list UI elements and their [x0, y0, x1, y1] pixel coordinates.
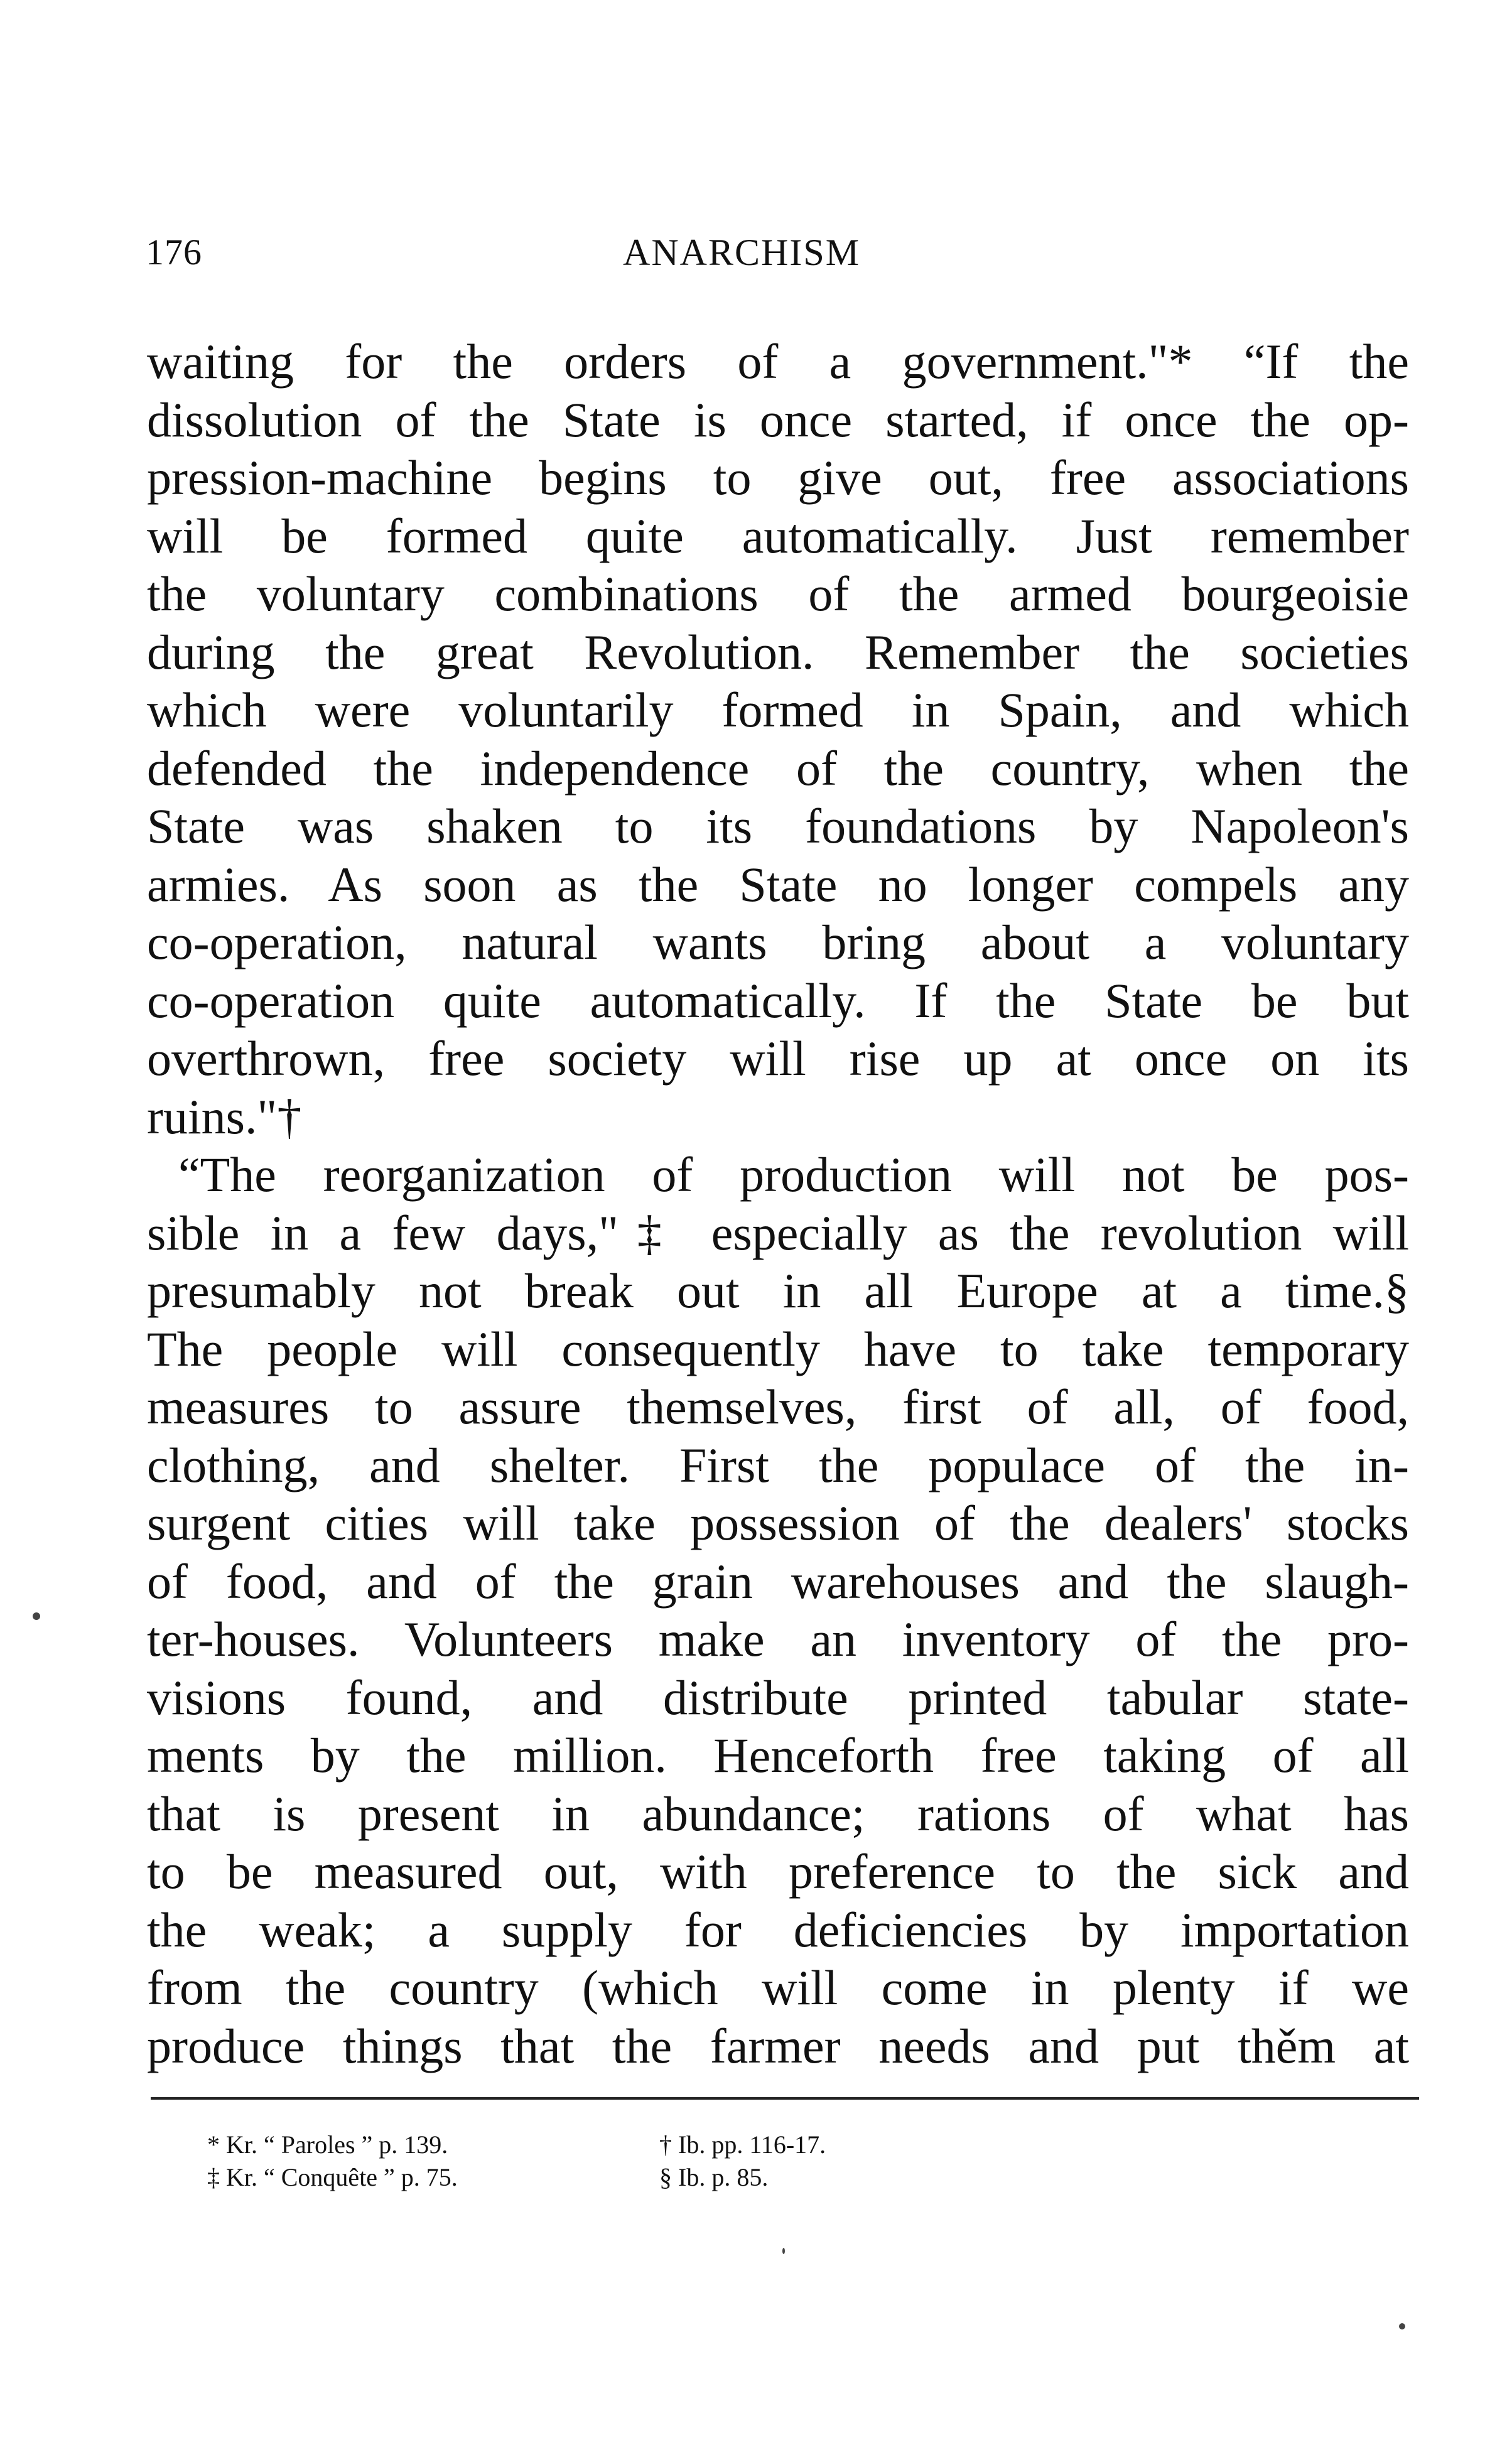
text-line: State was shaken to its foundations by Napoleon's [147, 799, 1409, 853]
page-header [146, 231, 1395, 288]
text-line: ments by the million. Henceforth free taking of all [147, 1728, 1409, 1783]
text-line: produce things that the farmer needs and put thěm at [147, 2018, 1409, 2073]
text-line: of food, and of the grain warehouses and the slaugh- [147, 1553, 1409, 1609]
text-line: which were voluntarily formed in Spain, and which [147, 683, 1409, 737]
text-line: that is present in abundance; rations of what has [147, 1786, 1409, 1841]
scan-speck [782, 2248, 785, 2254]
scan-speck [33, 1612, 40, 1620]
text-line: co-operation, natural wants bring about a voluntary [147, 915, 1409, 969]
text-line: The people will consequently have to take temporary [147, 1321, 1409, 1376]
footnote-row [207, 2161, 1149, 2194]
text-line: during the great Revolution. Remember the societies [147, 624, 1409, 679]
text-line: “The reorganization of production will not be pos- [178, 1147, 1409, 1202]
text-line: defended the independence of the country, when the [147, 740, 1409, 796]
text-line: overthrown, free society will rise up at once on its [147, 1031, 1409, 1086]
scan-speck [1399, 2323, 1405, 2329]
footnote: * Kr. “ Paroles ” p. 139. [207, 2130, 448, 2159]
text-line: ruins."† [147, 1089, 302, 1144]
text-line: surgent cities will take possession of the dealers' stocks [147, 1496, 1409, 1550]
text-line: clothing, and shelter. First the populace of the in- [147, 1437, 1409, 1492]
text-line: sible in a few days,"‡ especially as the revolution will [147, 1205, 1409, 1260]
body-text [147, 333, 1409, 2075]
footnote: † Ib. pp. 116-17. [659, 2130, 826, 2159]
page-number: 176 [146, 232, 202, 273]
text-line: ter-houses. Volunteers make an inventory of the pro- [147, 1612, 1409, 1666]
text-line: visions found, and distribute printed tabular state- [147, 1670, 1409, 1725]
running-head: ANARCHISM [623, 232, 861, 273]
footnote: § Ib. p. 85. [659, 2163, 769, 2191]
text-line: co-operation quite automatically. If the State be but [147, 973, 1409, 1028]
footnote-divider [151, 2097, 1419, 2100]
text-line: waiting for the orders of a government."* “If the [147, 334, 1409, 389]
text-line: pression-machine begins to give out, free associations [147, 450, 1409, 505]
text-line: from the country (which will come in plenty if we [147, 1960, 1409, 2015]
text-line: presumably not break out in all Europe at a time.§ [147, 1263, 1409, 1318]
footnote-row [207, 2129, 1149, 2161]
text-line: the weak; a supply for deficiencies by importation [147, 1902, 1409, 1957]
footnote: ‡ Kr. “ Conquête ” p. 75. [207, 2163, 458, 2191]
text-line: armies. As soon as the State no longer compels any [147, 856, 1409, 912]
text-line: the voluntary combinations of the armed bourgeoisie [147, 566, 1409, 621]
text-line: dissolution of the State is once started, if once the op- [147, 392, 1409, 447]
footnotes [207, 2129, 1149, 2194]
text-line: measures to assure themselves, first of all, of food, [147, 1379, 1409, 1434]
text-line: to be measured out, with preference to the sick and [147, 1844, 1409, 1899]
text-line: will be formed quite automatically. Just remember [147, 508, 1409, 563]
